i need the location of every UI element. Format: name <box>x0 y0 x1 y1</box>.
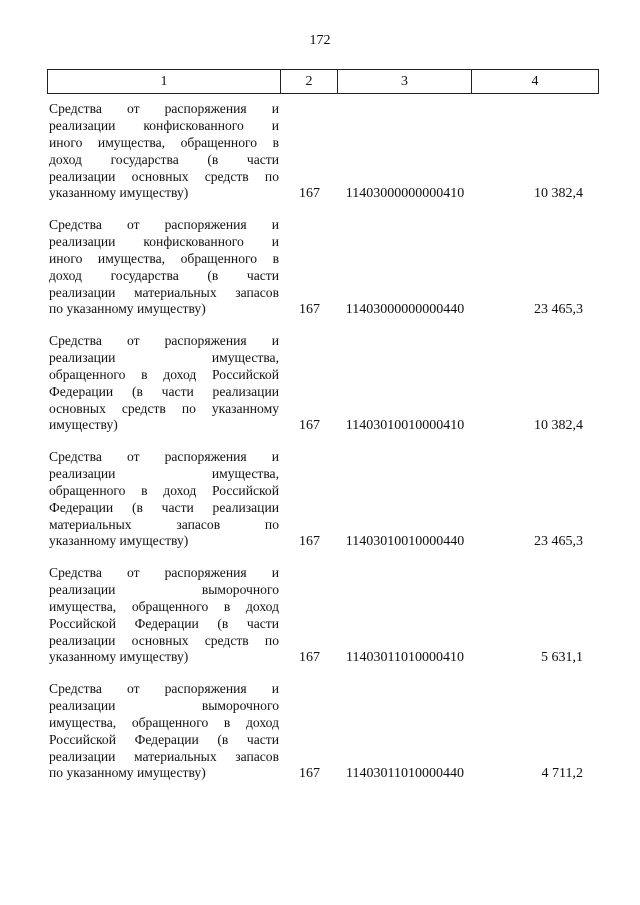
row-budget-code: 11403011010000440 <box>346 765 464 781</box>
description-line: Средства от распоряжения и <box>49 449 279 464</box>
row-amount: 23 465,3 <box>534 533 583 549</box>
table-header <box>47 69 599 94</box>
description-line: имуществу) <box>49 417 118 433</box>
description-line: указанному имуществу) <box>49 533 189 549</box>
row-amount: 10 382,4 <box>534 185 583 201</box>
header-col-2: 2 <box>281 70 338 94</box>
description-line: реализации основных средств по <box>49 632 279 648</box>
description-line: по указанному имуществу) <box>49 301 206 317</box>
row-amount: 10 382,4 <box>534 417 583 433</box>
description-line: указанному имуществу) <box>49 649 189 665</box>
table-row <box>47 217 598 333</box>
description-line: Федерации (в части реализации <box>49 499 279 515</box>
row-budget-code: 11403010010000440 <box>345 533 465 549</box>
description-line: Средства от распоряжения и <box>49 217 279 232</box>
row-admin-code: 167 <box>299 185 320 201</box>
description-line: иного имущества, обращенного в <box>49 250 279 266</box>
row-description <box>49 333 279 434</box>
description-line: реализации конфискованного и <box>49 233 279 249</box>
row-description <box>49 101 279 202</box>
row-description <box>49 681 279 782</box>
description-line: реализации имущества, <box>49 465 279 481</box>
description-line: обращенного в доход Российской <box>49 366 279 382</box>
row-description <box>49 565 279 666</box>
description-line: основных средств по указанному <box>49 400 279 416</box>
description-line: реализации материальных запасов <box>49 748 279 764</box>
row-admin-code: 167 <box>299 765 320 781</box>
description-line: материальных запасов по <box>49 516 279 532</box>
header-col-1: 1 <box>48 70 281 94</box>
header-row <box>48 70 599 94</box>
description-line: реализации выморочного <box>49 697 279 713</box>
row-amount: 4 711,2 <box>541 765 583 781</box>
description-line: Российской Федерации (в части <box>49 615 279 631</box>
description-line: доход государства (в части <box>49 151 279 167</box>
row-budget-code: 11403000000000410 <box>345 185 465 201</box>
description-line: имущества, обращенного в доход <box>49 598 279 614</box>
description-line: реализации материальных запасов <box>49 284 279 300</box>
table-row <box>47 333 598 449</box>
description-line: Российской Федерации (в части <box>49 731 279 747</box>
description-line: Средства от распоряжения и <box>49 101 279 116</box>
description-line: указанному имуществу) <box>49 185 189 201</box>
description-line: Федерации (в части реализации <box>49 383 279 399</box>
row-budget-code: 11403000000000440 <box>345 301 465 317</box>
description-line: имущества, обращенного в доход <box>49 714 279 730</box>
row-admin-code: 167 <box>299 533 320 549</box>
description-line: доход государства (в части <box>49 267 279 283</box>
description-line: Средства от распоряжения и <box>49 681 279 696</box>
table-row <box>47 681 598 797</box>
header-col-3: 3 <box>338 70 472 94</box>
description-line: по указанному имуществу) <box>49 765 206 781</box>
row-description <box>49 217 279 318</box>
row-budget-code: 11403010010000410 <box>345 417 465 433</box>
description-line: реализации основных средств по <box>49 168 279 184</box>
row-budget-code: 11403011010000410 <box>346 649 464 665</box>
header-col-4: 4 <box>472 70 599 94</box>
description-line: Средства от распоряжения и <box>49 565 279 580</box>
table-body <box>47 101 598 797</box>
row-admin-code: 167 <box>299 417 320 433</box>
page-number: 172 <box>309 33 331 48</box>
description-line: реализации конфискованного и <box>49 117 279 133</box>
row-description <box>49 449 279 550</box>
table-row <box>47 449 598 565</box>
description-line: обращенного в доход Российской <box>49 482 279 498</box>
description-line: реализации имущества, <box>49 349 279 365</box>
description-line: реализации выморочного <box>49 581 279 597</box>
row-amount: 23 465,3 <box>534 301 583 317</box>
description-line: иного имущества, обращенного в <box>49 134 279 150</box>
description-line: Средства от распоряжения и <box>49 333 279 348</box>
row-admin-code: 167 <box>299 301 320 317</box>
table-row <box>47 101 598 217</box>
row-admin-code: 167 <box>299 649 320 665</box>
table-row <box>47 565 598 681</box>
row-amount: 5 631,1 <box>541 649 583 665</box>
